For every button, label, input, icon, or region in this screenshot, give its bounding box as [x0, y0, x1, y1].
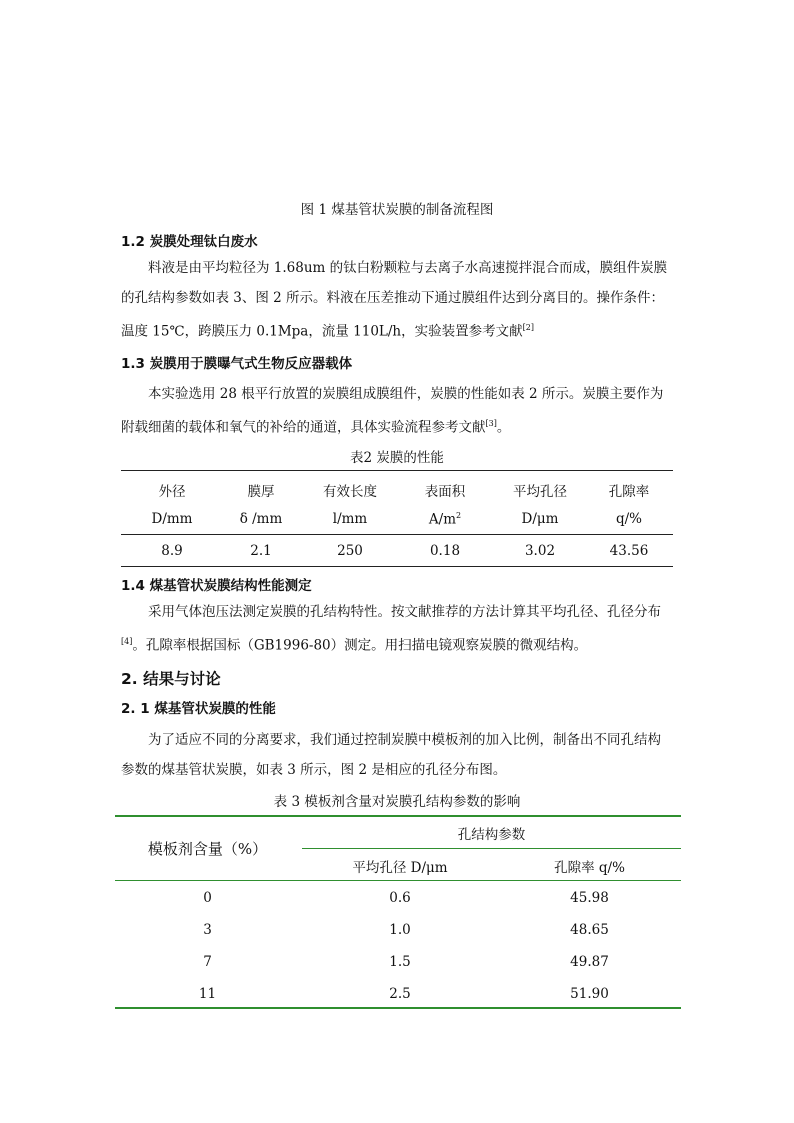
table-2-unit: D/μm: [521, 511, 559, 527]
table-3-mid-rule: [115, 880, 681, 881]
section-2-1-paragraph: [121, 725, 677, 785]
table-3-top-rule: [115, 815, 681, 817]
citation-ref[interactable]: [4]: [121, 637, 133, 646]
table-2-header: 外径: [158, 484, 186, 500]
table-3-sub-header: 平均孔径 D/μm: [352, 860, 448, 876]
table-3-group-rule: [302, 848, 681, 849]
table-2-header: 有效长度: [323, 484, 377, 500]
citation-ref[interactable]: [2]: [522, 323, 534, 332]
paragraph-line: 采用气体泡压法测定炭膜的孔结构特性。按文献推荐的方法计算其平均孔径、孔径分布: [148, 604, 661, 620]
unit-text: A/m: [428, 511, 456, 528]
table-3-cell: 0: [203, 890, 212, 906]
table-2-cell: 250: [337, 543, 363, 559]
section-1-2-paragraph: [121, 253, 677, 347]
figure-1-caption: 图 1 煤基管状炭膜的制备流程图: [300, 202, 494, 218]
table-2-unit: l/mm: [332, 511, 368, 527]
table-3-caption: 表 3 模板剂含量对炭膜孔结构参数的影响: [273, 794, 521, 810]
table-3-cell: 45.98: [570, 890, 609, 906]
table-2-bottom-rule: [121, 566, 673, 567]
unit-superscript: 2: [456, 511, 462, 520]
table-2-header: 膜厚: [247, 484, 275, 500]
table-3-cell: 51.90: [570, 986, 609, 1002]
table-3-cell: 0.6: [389, 890, 411, 906]
paragraph-line: 的孔结构参数如表 3、图 2 所示。料液在压差推动下通过膜组件达到分离目的。操作条件：: [121, 290, 665, 306]
table-2-cell: 2.1: [250, 543, 272, 559]
paragraph-line: [121, 627, 677, 661]
section-1-3-paragraph: [121, 379, 677, 443]
section-1-3-heading: 1.3 炭膜用于膜曝气式生物反应器载体: [121, 356, 353, 372]
table-3-cell: 49.87: [570, 954, 609, 970]
table-3-bottom-rule: [115, 1007, 681, 1009]
paragraph-text: 。孔隙率根据国标（GB1996-80）测定。用扫描电镜观察炭膜的微观结构。: [132, 637, 588, 654]
paragraph-line: 为了适应不同的分离要求，我们通过控制炭膜中模板剂的加入比例，制备出不同孔结构: [148, 732, 661, 748]
table-2-mid-rule: [121, 534, 673, 535]
table-2-cell: 0.18: [429, 543, 461, 559]
table-3-cell: 48.65: [570, 922, 609, 938]
section-2-1-heading: 2. 1 煤基管状炭膜的性能: [121, 701, 276, 717]
paragraph-text: 附载细菌的载体和氧气的补给的通道，具体实验流程参考文献: [121, 419, 486, 436]
table-3-cell: 3: [203, 922, 212, 938]
table-3-cell: 1.0: [389, 922, 411, 938]
table-2-top-rule: [121, 470, 673, 471]
table-2-caption: 表2 炭膜的性能: [350, 450, 444, 466]
paragraph-line: 参数的煤基管状炭膜，如表 3 所示，图 2 是相应的孔径分布图。: [121, 762, 507, 778]
table-3-cell: 7: [203, 954, 212, 970]
table-2-cell: 3.02: [524, 543, 556, 559]
table-2-unit: D/mm: [151, 511, 193, 527]
table-2-header: 表面积: [424, 484, 466, 500]
section-1-4-heading: 1.4 煤基管状炭膜结构性能测定: [121, 578, 312, 594]
table-2-unit: [394, 511, 496, 528]
table-2-unit: δ /mm: [239, 511, 283, 527]
section-2-heading: 2. 结果与讨论: [121, 670, 221, 688]
table-2-cell: 8.9: [161, 543, 183, 559]
paragraph-line: 料液是由平均粒径为 1.68um 的钛白粉颗粒与去离子水高速搅拌混合而成，膜组件炭膜: [148, 260, 668, 276]
table-2-unit: q/%: [615, 511, 643, 527]
section-1-2-heading: 1.2 炭膜处理钛白废水: [121, 234, 258, 250]
paragraph-line: [121, 313, 677, 347]
citation-ref[interactable]: [3]: [485, 419, 497, 428]
paragraph-text: 温度 15℃，跨膜压力 0.1Mpa，流量 110L/h，实验装置参考文献: [121, 323, 523, 340]
table-3-cell: 2.5: [389, 986, 411, 1002]
table-2-cell: 43.56: [609, 543, 649, 559]
section-1-4-paragraph: [121, 597, 677, 661]
table-3-sub-header: 孔隙率 q/%: [554, 860, 625, 876]
table-2-header: 孔隙率: [608, 484, 650, 500]
table-3-col1-header: 模板剂含量（%）: [147, 840, 268, 858]
paragraph-line: [121, 409, 677, 443]
paragraph-line: 本实验选用 28 根平行放置的炭膜组成膜组件，炭膜的性能如表 2 所示。炭膜主要作为: [148, 386, 664, 402]
paragraph-text: 。: [496, 419, 511, 436]
table-3-cell: 11: [198, 986, 217, 1002]
table-3-group-header: 孔结构参数: [457, 827, 526, 843]
table-2-header: 平均孔径: [513, 484, 567, 500]
table-3-cell: 1.5: [389, 954, 411, 970]
